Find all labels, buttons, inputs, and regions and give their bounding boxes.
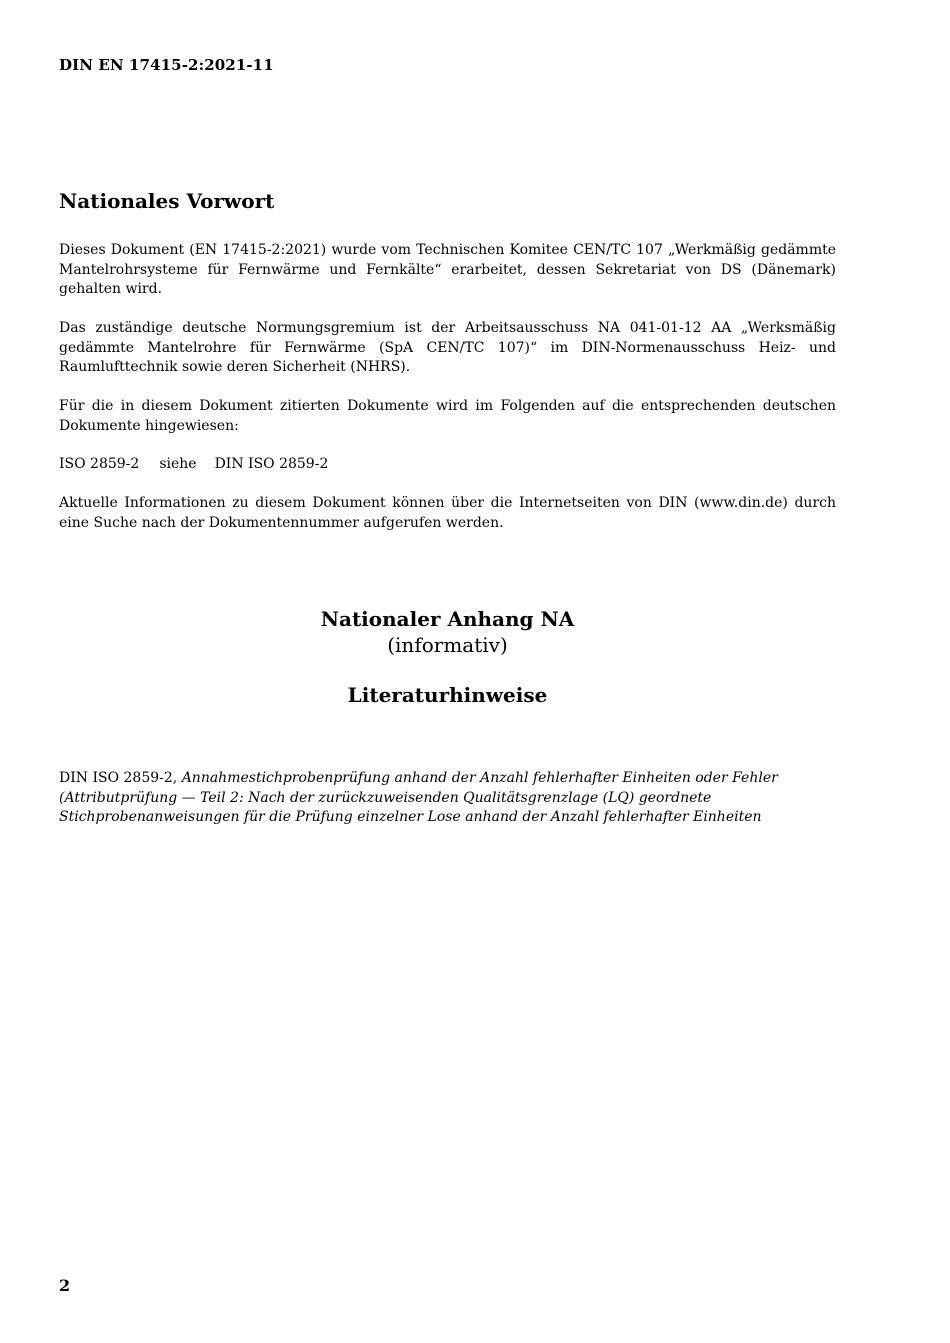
bibliography-entry-id: DIN ISO 2859-2, <box>59 770 178 786</box>
annex-subtitle: (informativ) <box>387 633 508 657</box>
foreword-paragraph-committee: Dieses Dokument (EN 17415-2:2021) wurde vom Technischen Komitee CEN/TC 107 „Werkmäßig gedämmte Mantelrohrsysteme für Fernwärme und Fernkälte“ erarbeitet, dessen Sekretariat von DS (Dänemark) gehalten wird. <box>59 242 836 298</box>
page-number: 2 <box>59 1276 71 1295</box>
bibliography-title: Literaturhinweise <box>347 683 548 707</box>
bibliography-entry-title: Annahmestichprobenprüfung anhand der Anzahl fehlerhafter Einheiten oder Fehler (Attributprüfung — Teil 2: Nach der zurückzuweisenden Qualitätsgrenzlage (LQ) geordnete Stichprobenanweisungen für die Prüfung einzelner Lose anhand der Anzahl fehlerhafter Einheiten <box>59 770 778 826</box>
foreword-paragraph-information: Aktuelle Informationen zu diesem Dokument können über die Internetseiten von DIN (www.din.de) durch eine Suche nach der Dokumentennummer aufgerufen werden. <box>59 495 836 531</box>
reference-mapping-relation: siehe <box>159 456 197 472</box>
foreword-paragraph-national-body: Das zuständige deutsche Normungsgremium ist der Arbeitsausschuss NA 041-01-12 AA „Werksmäßig gedämmte Mantelrohre für Fernwärme (SpA CEN/TC 107)“ im DIN-Normenausschuss Heiz- und Raumlufttechnik sowie deren Sicherheit (NHRS). <box>59 320 836 376</box>
reference-mapping-target: DIN ISO 2859-2 <box>214 456 329 472</box>
foreword-paragraph-references: Für die in diesem Dokument zitierten Dokumente wird im Folgenden auf die entsprechenden deutschen Dokumente hingewiesen: <box>59 398 836 434</box>
reference-mapping-source: ISO 2859-2 <box>59 456 140 472</box>
foreword-title: Nationales Vorwort <box>59 189 275 213</box>
reference-mapping-line <box>59 455 836 475</box>
annex-title: Nationaler Anhang NA <box>320 607 575 631</box>
document-identifier: DIN EN 17415-2:2021-11 <box>59 56 274 74</box>
bibliography-entry <box>59 769 779 828</box>
